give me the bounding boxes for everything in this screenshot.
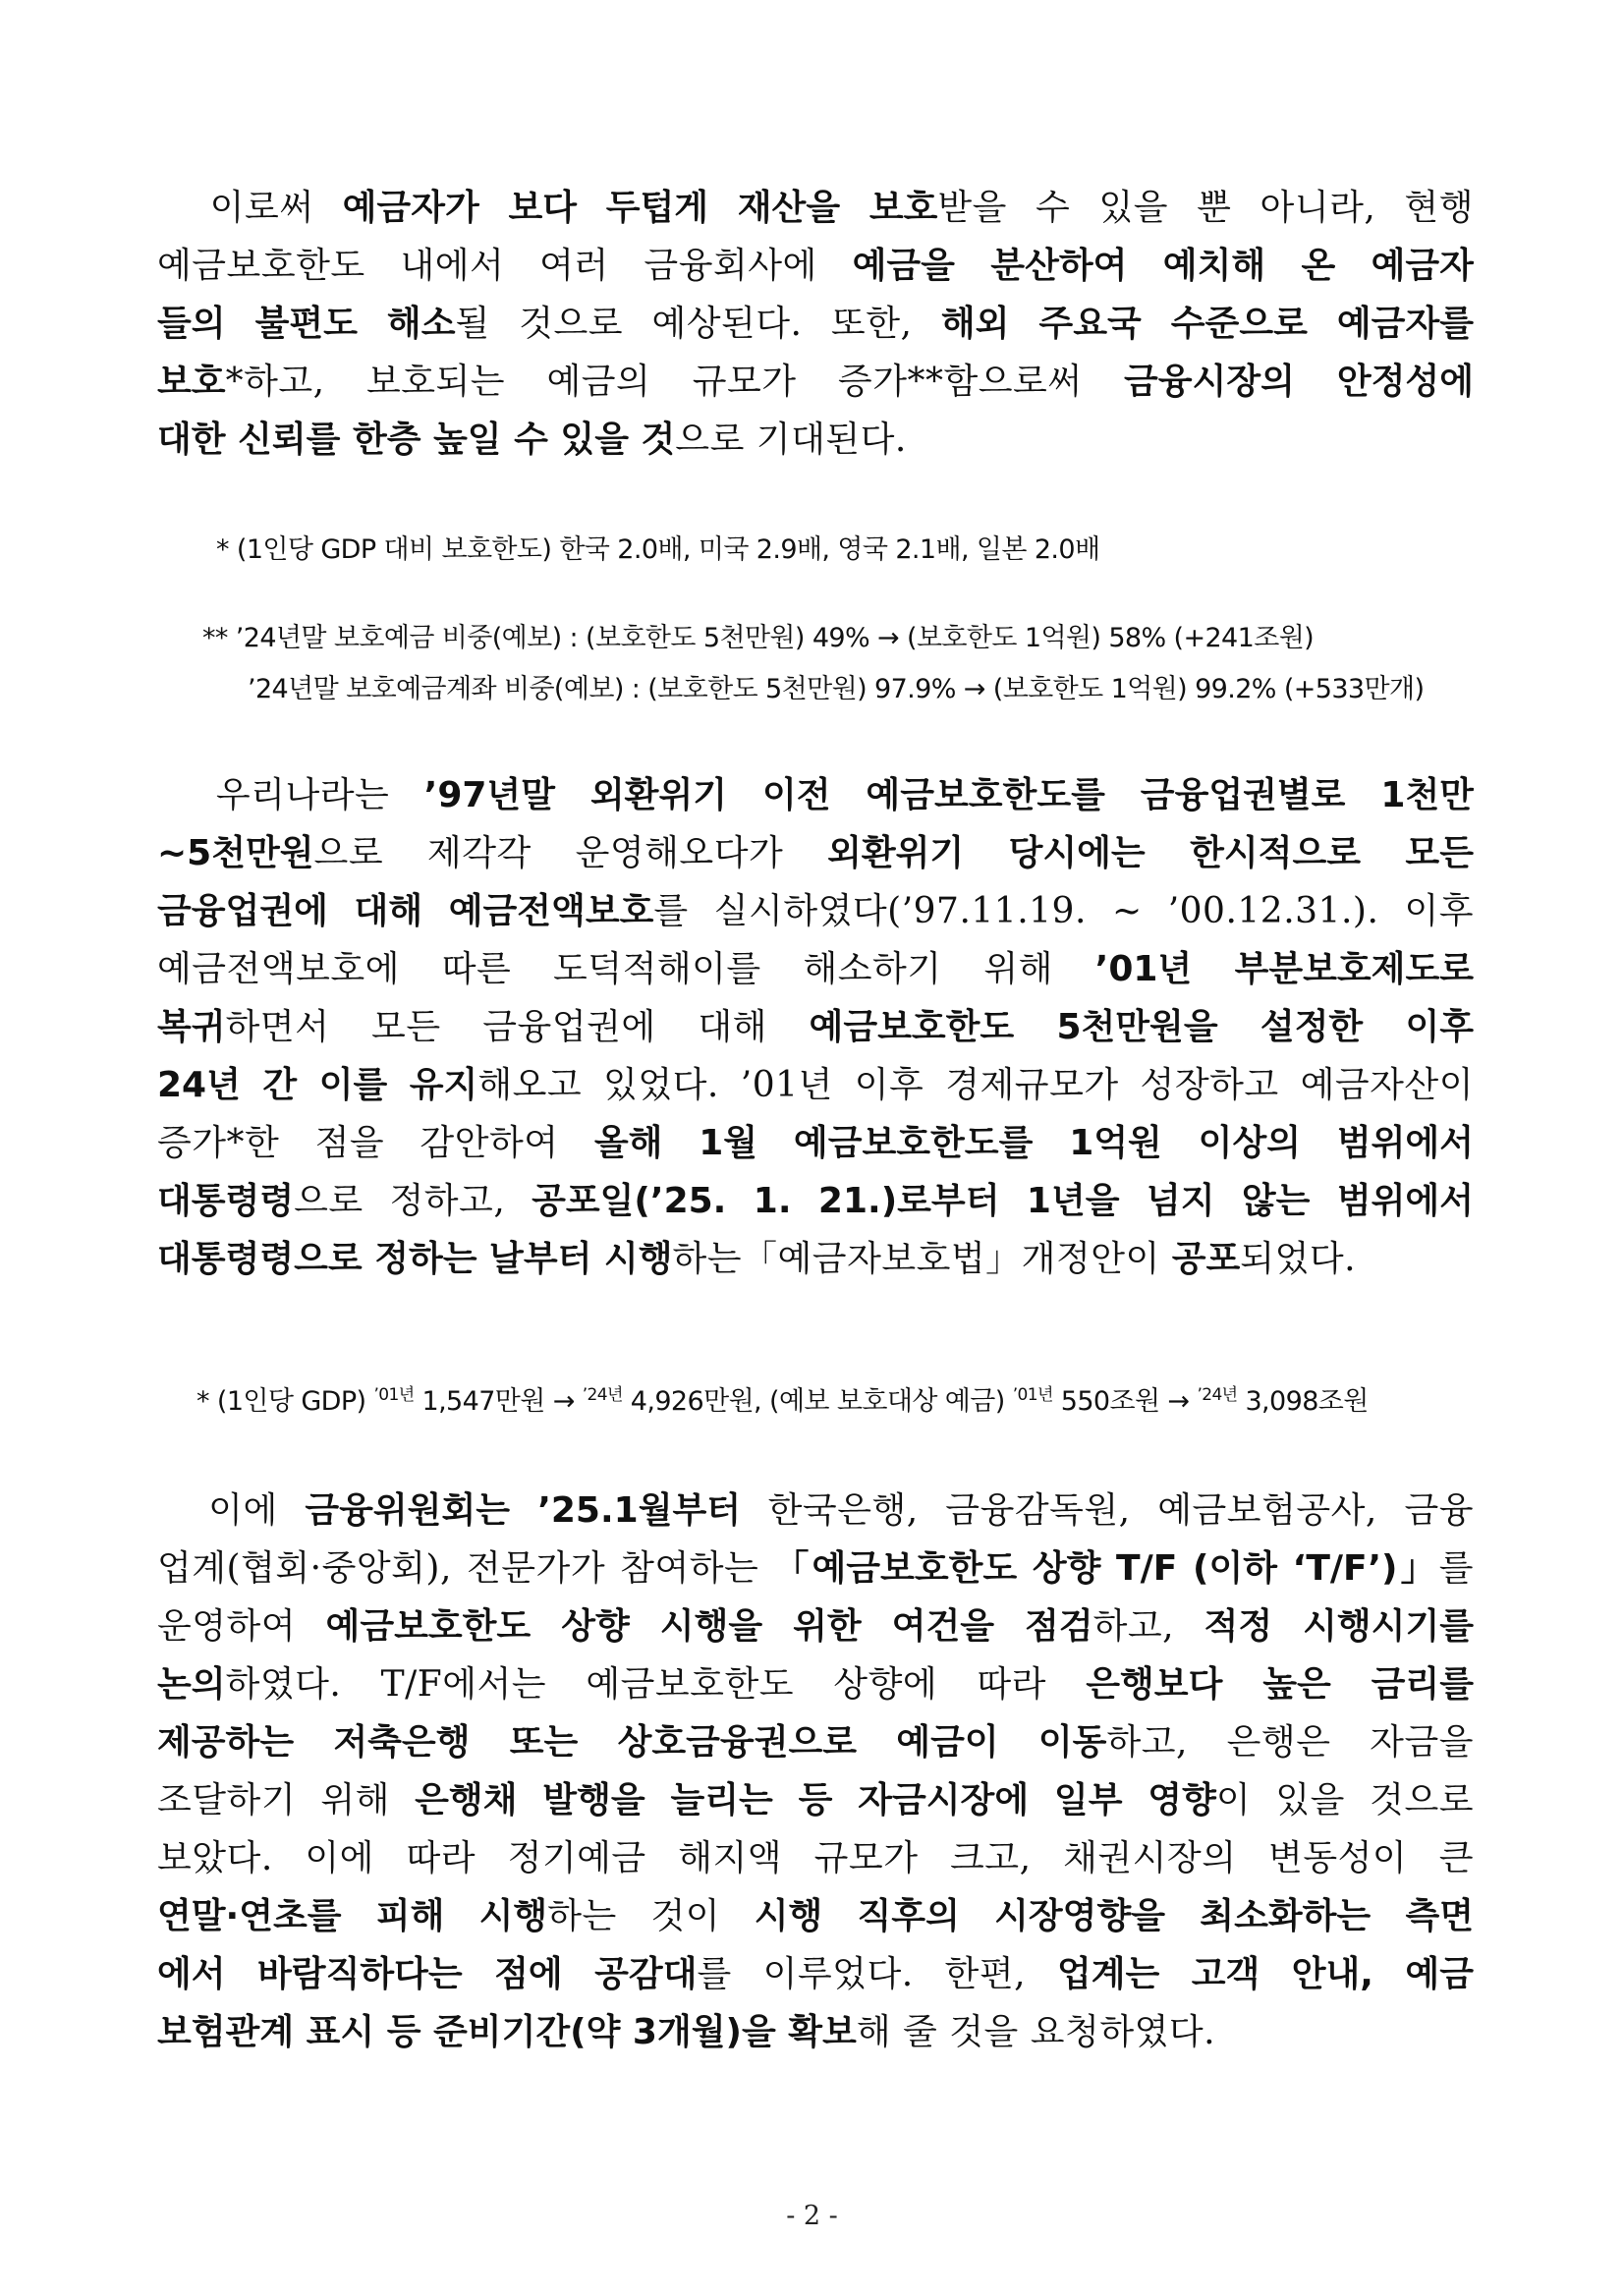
text-line: 에서 바람직하다는 점에 공감대를 이루었다. 한편, 업계는 고객 안내, 예금: [157, 1954, 1474, 1994]
footnote-protected-deposit-share: ** ’24년말 보호예금 비중(예보) : (보호한도 5천만원) 49% → (보호한도 1억원) 58% (+241조원): [202, 623, 1315, 653]
text-line: 보험관계 표시 등 준비기간(약 3개월)을 확보해 줄 것을 요청하였다.: [157, 2012, 1216, 2052]
text-line: 대한 신뢰를 한층 높일 수 있을 것으로 기대된다.: [157, 420, 907, 460]
text-line: 증가*한 점을 감안하여 올해 1월 예금보호한도를 1억원 이상의 범위에서: [157, 1123, 1474, 1163]
footnote-gdp-and-deposits: * (1인당 GDP) $^{’01년}$ 1,547만원 → $^{’24년}$ 4,926만원, (예보 보호대상 예금) $^{’01년}$ 550조원 → $^{’24년}$ 3,098조원: [196, 1385, 1369, 1417]
footnote-protected-account-share: ’24년말 보호예금계좌 비중(예보) : (보호한도 5천만원) 97.9% → (보호한도 1억원) 99.2% (+533만개): [248, 674, 1425, 704]
text-line: 논의하였다. T/F에서는 예금보호한도 상향에 따라 은행보다 높은 금리를: [157, 1664, 1474, 1705]
text-line: 보호*하고, 보호되는 예금의 규모가 증가**함으로써 금융시장의 안정성에: [157, 362, 1474, 402]
text-line: 연말·연초를 피해 시행하는 것이 시행 직후의 시장영향을 최소화하는 측면: [157, 1896, 1474, 1936]
text-line: 대통령령으로 정하는 날부터 시행하는「예금자보호법」개정안이 공포되었다.: [157, 1239, 1357, 1279]
text-line: 예금보호한도 내에서 여러 금융회사에 예금을 분산하여 예치해 온 예금자: [157, 246, 1474, 286]
text-line: 운영하여 예금보호한도 상향 시행을 위한 여건을 점검하고, 적정 시행시기를: [157, 1606, 1474, 1647]
text-line: 이로써 예금자가 보다 두텁게 재산을 보호받을 수 있을 뿐 아니라, 현행: [157, 188, 1474, 228]
text-line: ~5천만원으로 제각각 운영해오다가 외환위기 당시에는 한시적으로 모든: [157, 833, 1474, 873]
text-line: 24년 간 이를 유지해오고 있었다. ’01년 이후 경제규모가 성장하고 예금자산이: [157, 1065, 1474, 1105]
text-line: 업계(협회·중앙회), 전문가가 참여하는 「예금보호한도 상향 T/F (이하 ‘T/F’)」를: [157, 1548, 1474, 1589]
text-line: 들의 불편도 해소될 것으로 예상된다. 또한, 해외 주요국 수준으로 예금자를: [157, 304, 1474, 344]
body-paragraph-2: [157, 766, 1474, 1288]
text-line: 금융업권에 대해 예금전액보호를 실시하였다(’97.11.19. ~ ’00.12.31.). 이후: [157, 891, 1474, 931]
page-number: - 2 -: [786, 2201, 838, 2231]
footnote-gdp-ratio: * (1인당 GDP 대비 보호한도) 한국 2.0배, 미국 2.9배, 영국 2.1배, 일본 2.0배: [216, 534, 1100, 565]
text-line: 제공하는 저축은행 또는 상호금융권으로 예금이 이동하고, 은행은 자금을: [157, 1722, 1474, 1763]
body-paragraph-1: [157, 179, 1474, 469]
text-line: 예금전액보호에 따른 도덕적해이를 해소하기 위해 ’01년 부분보호제도로: [157, 949, 1474, 989]
text-line: 조달하기 위해 은행채 발행을 늘리는 등 자금시장에 일부 영향이 있을 것으로: [157, 1780, 1474, 1820]
text-line: 이에 금융위원회는 ’25.1월부터 한국은행, 금융감독원, 예금보험공사, 금융: [157, 1490, 1474, 1531]
text-line: 보았다. 이에 따라 정기예금 해지액 규모가 크고, 채권시장의 변동성이 큰: [157, 1838, 1474, 1878]
text-line: 대통령령으로 정하고, 공포일(’25. 1. 21.)로부터 1년을 넘지 않는 범위에서: [157, 1181, 1474, 1221]
text-line: 복귀하면서 모든 금융업권에 대해 예금보호한도 5천만원을 설정한 이후: [157, 1007, 1474, 1047]
text-line: 우리나라는 ’97년말 외환위기 이전 예금보호한도를 금융업권별로 1천만: [157, 775, 1474, 815]
body-paragraph-3: [157, 1482, 1474, 2061]
